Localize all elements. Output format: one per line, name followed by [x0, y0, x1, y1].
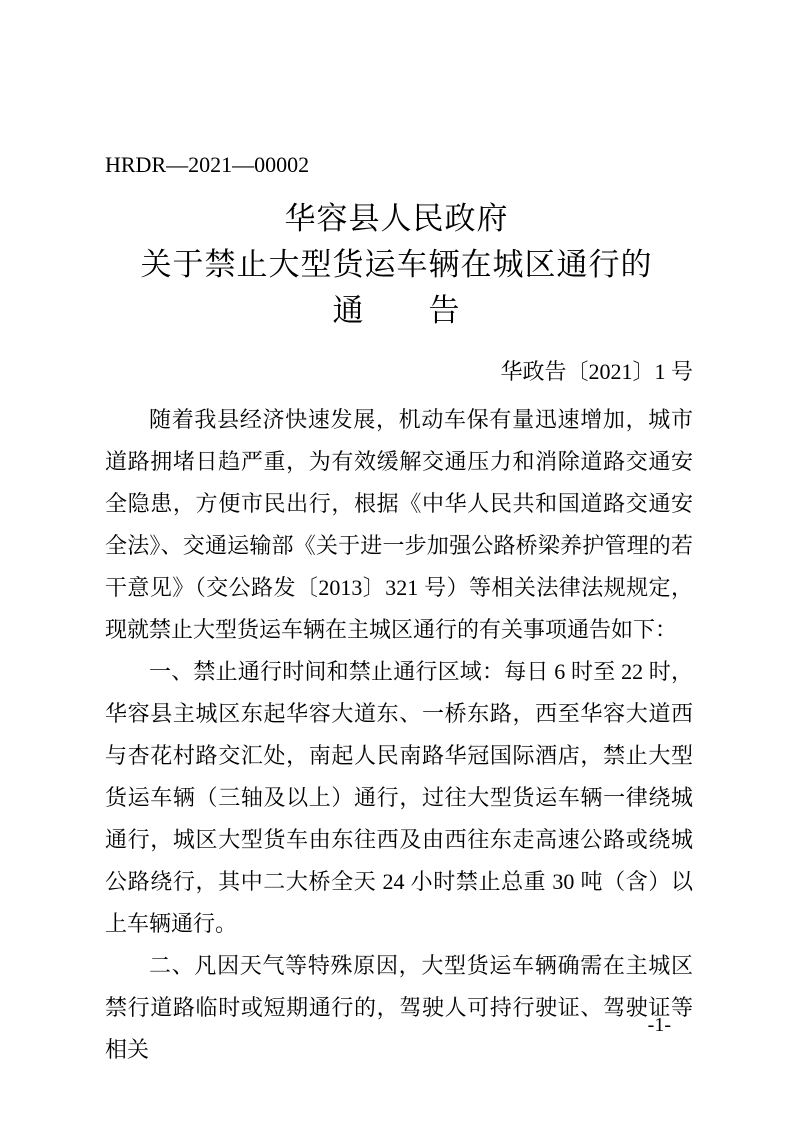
- paragraph-preamble: 随着我县经济快速发展，机动车保有量迅速增加，城市道路拥堵日趋严重，为有效缓解交通压力和消除道路交通安全隐患，方便市民出行，根据《中华人民共和国道路交通安全法》、交通运输部《关于进一步加强公路桥梁养护管理的若干意见》（交公路发〔2013〕321 号）等相关法律法规规定，现就禁止大型货运车辆在主城区通行的有关事项通告如下：: [105, 407, 693, 642]
- title-doc-type: 通 告: [332, 293, 461, 328]
- document-body: [105, 399, 693, 1071]
- page-number: -1-: [647, 1014, 671, 1036]
- document-issue-number: 华政告〔2021〕1 号: [500, 359, 693, 384]
- document-title: [0, 196, 793, 334]
- paragraph-item-1: 一、禁止通行时间和禁止通行区域：每日 6 时至 22 时，华容县主城区东起华容大道东、一桥东路，西至华容大道西与杏花村路交汇处，南起人民南路华冠国际酒店，禁止大型货运车辆（三轴及以上）通行，过往大型货运车辆一律绕城通行，城区大型货车由东往西及由西往东走高速公路或绕城公路绕行，其中二大桥全天 24 小时禁止总重 30 吨（含）以上车辆通行。: [105, 659, 693, 936]
- title-subject: 关于禁止大型货运车辆在城区通行的: [140, 247, 653, 282]
- title-issuer: 华容县人民政府: [284, 201, 509, 236]
- document-reference-code: HRDR—2021—00002: [105, 152, 310, 177]
- paragraph-item-2: 二、凡因天气等特殊原因，大型货运车辆确需在主城区禁行道路临时或短期通行的，驾驶人可持行驶证、驾驶证等相关: [105, 953, 693, 1062]
